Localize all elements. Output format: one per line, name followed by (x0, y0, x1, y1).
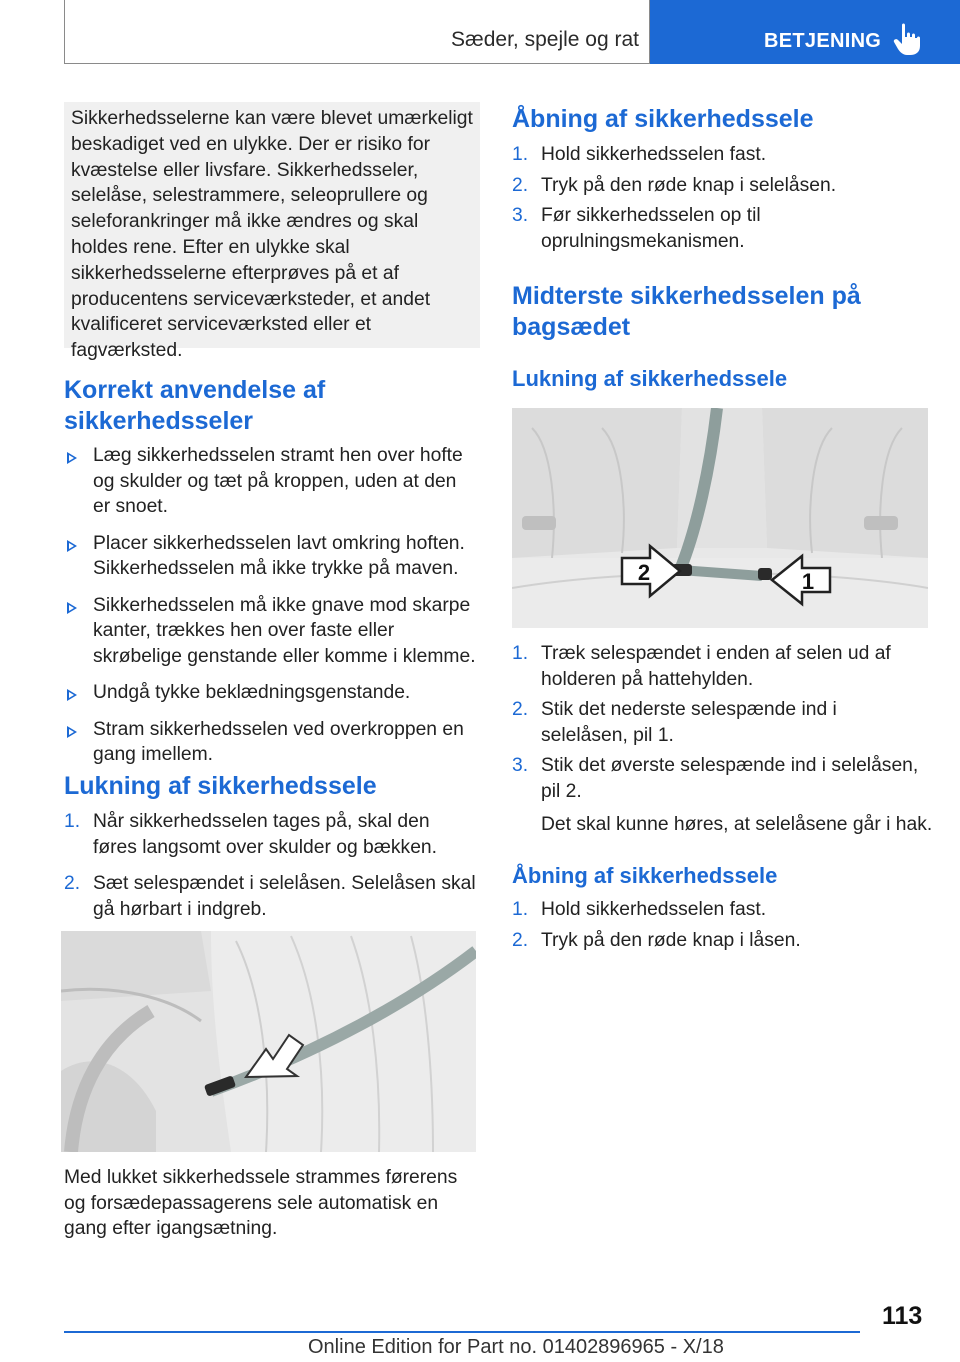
correct-use-list (64, 443, 478, 768)
step-number: 2. (64, 873, 81, 894)
step-text: Hold sikkerhedsselen fast. (541, 899, 767, 920)
step-text: Træk selespændet i enden af selen ud af holderen på hattehylden. (541, 643, 891, 690)
correct-use-heading-line2: sikkerhedsseler (64, 407, 254, 435)
warning-text: Sikkerhedsselerne kan være blevet umærkeligt beskadiget ved en ulykke. Der er risiko for kvæstelse eller livsfare. Sikkerhedsseler, selelåse, selestrammere, seleoprullere og seleforankringer må ikke ændres og skal holdes rene. Efter en ulykke skal sikkerhedsselerne efterprøves på et af producentens serviceværksteder, et andet kvalificeret serviceværksted eller et fagværksted. (71, 108, 473, 362)
step-number: 1. (512, 643, 529, 664)
list-item-text: Læg sikkerhedsselen stramt hen over hofte og skulder og tæt på kroppen, uden at den er snoet. (93, 445, 463, 517)
step-text: Tryk på den røde knap i selelåsen. (541, 174, 837, 196)
list-item (64, 531, 478, 582)
middle-belt-heading (512, 281, 861, 343)
opening-steps (512, 142, 928, 254)
warning-box (64, 102, 480, 362)
list-item (64, 593, 478, 670)
list-item-text: Sikkerhedsselen må ikke gnave mod skarpe kanter, trækkes hen over faste eller skrøbelige genstande eller komme i klemme. (93, 594, 476, 667)
front-seat-belt-illustration (61, 931, 476, 1152)
list-item-text: Undgå tykke beklædningsgenstande. (93, 682, 411, 703)
click-note: Det skal kunne høres, at selelåsene går i hak. (541, 814, 933, 835)
step-number: 2. (512, 174, 529, 196)
step-text: Tryk på den røde knap i låsen. (541, 929, 801, 951)
list-item (64, 680, 478, 706)
step-text: Når sikkerhedsselen tages på, skal den føres langsomt over skulder og bækken. (93, 811, 438, 858)
correct-use-heading-line1: Korrekt anvendelse af (64, 376, 326, 404)
page-number: 113 (882, 1302, 923, 1330)
step-number: 2. (512, 699, 529, 720)
list-item (64, 871, 478, 922)
header-chapter-title: BETJENING (764, 30, 882, 52)
step-number: 1. (512, 144, 529, 165)
step-text: Stik det øverste selespænde ind i selelåsen, pil 2. (541, 755, 919, 802)
middle-closing-subheading: Lukning af sikkerhedssele (512, 366, 788, 391)
triangle-bullet-icon (67, 540, 77, 552)
opening-heading: Åbning af sikkerhedssele (512, 105, 814, 133)
footer-divider (64, 1331, 860, 1333)
arrow-label-1: 1 (801, 569, 815, 594)
step-text: Før sikkerhedsselen op til oprulningsmekanismen. (541, 205, 761, 252)
triangle-bullet-icon (67, 452, 77, 464)
list-item-text: Stram sikkerhedsselen ved overkroppen en gang imellem. (93, 718, 464, 765)
footer-edition: Online Edition for Part no. 01402896965 - X/18 (308, 1336, 724, 1358)
rear-seat-belt-illustration (512, 408, 928, 628)
step-text: Hold sikkerhedsselen fast. (541, 144, 767, 165)
step-number: 3. (512, 205, 529, 226)
list-item (512, 173, 928, 199)
list-item (64, 809, 478, 860)
step-number: 1. (512, 899, 529, 920)
step-number: 2. (512, 929, 529, 951)
arrow-label-2: 2 (637, 560, 651, 585)
header-chapter-tab (650, 0, 960, 64)
closing-steps (64, 809, 478, 922)
middle-opening-subheading: Åbning af sikkerhedssele (512, 863, 778, 888)
step-number: 1. (64, 811, 81, 832)
step-number: 3. (512, 755, 529, 776)
list-item (512, 753, 928, 804)
triangle-bullet-icon (67, 726, 77, 738)
correct-use-heading (64, 375, 325, 437)
header-section-title: Sæder, spejle og rat (451, 28, 639, 51)
closing-heading: Lukning af sikkerhedssele (64, 772, 377, 800)
triangle-bullet-icon (67, 602, 77, 614)
middle-opening-steps (512, 897, 928, 953)
step-text: Stik det nederste selespænde ind i selelåsen, pil 1. (541, 699, 837, 746)
list-item-text: Placer sikkerhedsselen lavt omkring hoften. Sikkerhedsselen må ikke trykke på maven. (93, 532, 465, 579)
step-text: Sæt selespændet i selelåsen. Selelåsen skal gå hørbart i indgreb. (93, 873, 476, 920)
triangle-bullet-icon (67, 689, 77, 701)
list-item (512, 897, 928, 923)
list-item (64, 717, 478, 768)
list-item (512, 142, 928, 168)
middle-belt-heading-line2: bagsædet (512, 313, 631, 341)
list-item (64, 443, 478, 520)
list-item (512, 697, 928, 748)
hand-pointer-icon (893, 22, 923, 56)
list-item (512, 928, 928, 954)
list-item (512, 203, 928, 254)
middle-belt-heading-line1: Midterste sikkerhedsselen på (512, 282, 861, 310)
list-item (512, 641, 928, 692)
header-section-box (64, 0, 650, 64)
figure-caption: Med lukket sikkerhedssele strammes førerens og forsædepassagerens sele automatisk en gang efter igangsætning. (64, 1167, 458, 1239)
middle-closing-steps (512, 641, 928, 804)
